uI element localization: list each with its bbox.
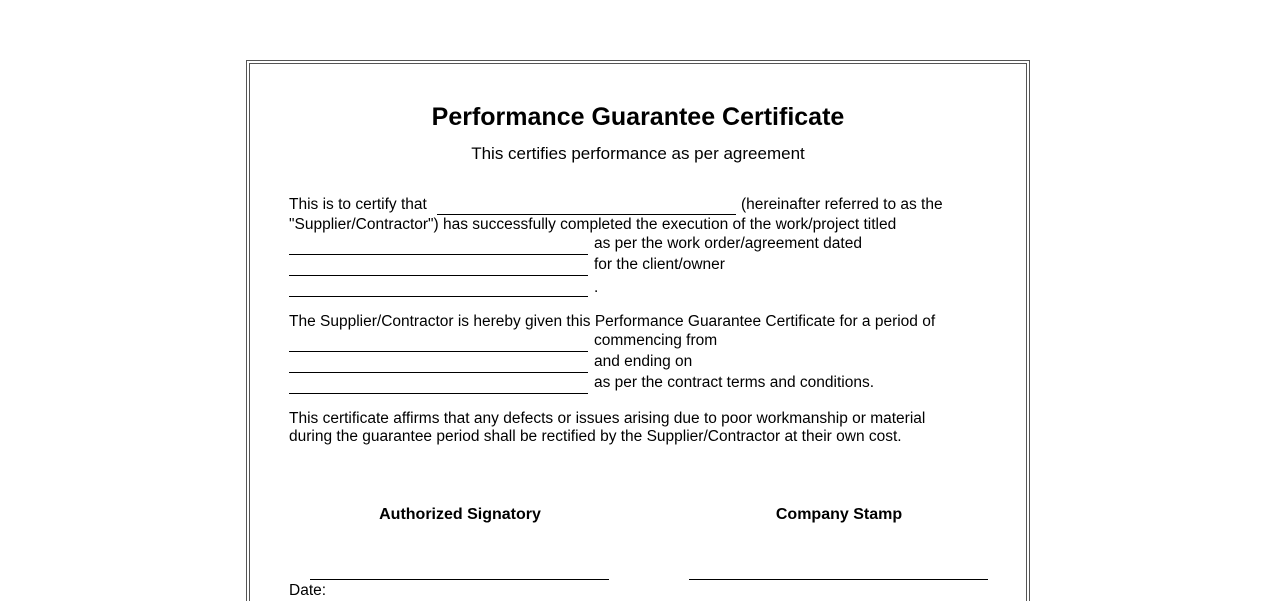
signatory-signature-line <box>310 579 609 580</box>
certificate-subtitle: This certifies performance as per agreement <box>471 144 805 163</box>
para1-after-name: (hereinafter referred to as the <box>741 196 943 213</box>
agreement-date-blank <box>289 275 588 276</box>
para2-after-start: and ending on <box>594 353 693 370</box>
guarantee-period-blank <box>289 351 588 352</box>
para1-prefix: This is to certify that <box>289 196 427 213</box>
para1-end-mark: . <box>594 279 599 296</box>
para1-after-project: as per the work order/agreement dated <box>594 235 862 252</box>
company-stamp-line <box>689 579 988 580</box>
para3-line1: This certificate affirms that any defects or issues arising due to poor workmanship or material <box>289 410 926 427</box>
para2-after-period: commencing from <box>594 332 718 349</box>
start-date-blank <box>289 372 588 373</box>
authorized-signatory-label: Authorized Signatory <box>379 506 541 523</box>
end-date-blank <box>289 393 588 394</box>
company-stamp-label: Company Stamp <box>775 506 903 523</box>
para1-after-date: for the client/owner <box>594 256 725 273</box>
para3-line2: during the guarantee period shall be rectified by the Supplier/Contractor at their own cost. <box>289 428 902 445</box>
para2-after-end: as per the contract terms and conditions. <box>594 374 875 391</box>
certificate-title: Performance Guarantee Certificate <box>431 103 845 131</box>
project-title-blank <box>289 254 588 255</box>
para1-line2: "Supplier/Contractor") has successfully completed the execution of the work/project titled <box>289 216 897 233</box>
client-owner-blank <box>289 296 588 297</box>
para2-line1: The Supplier/Contractor is hereby given this Performance Guarantee Certificate for a period of <box>289 313 936 330</box>
date-label: Date: <box>289 582 327 599</box>
